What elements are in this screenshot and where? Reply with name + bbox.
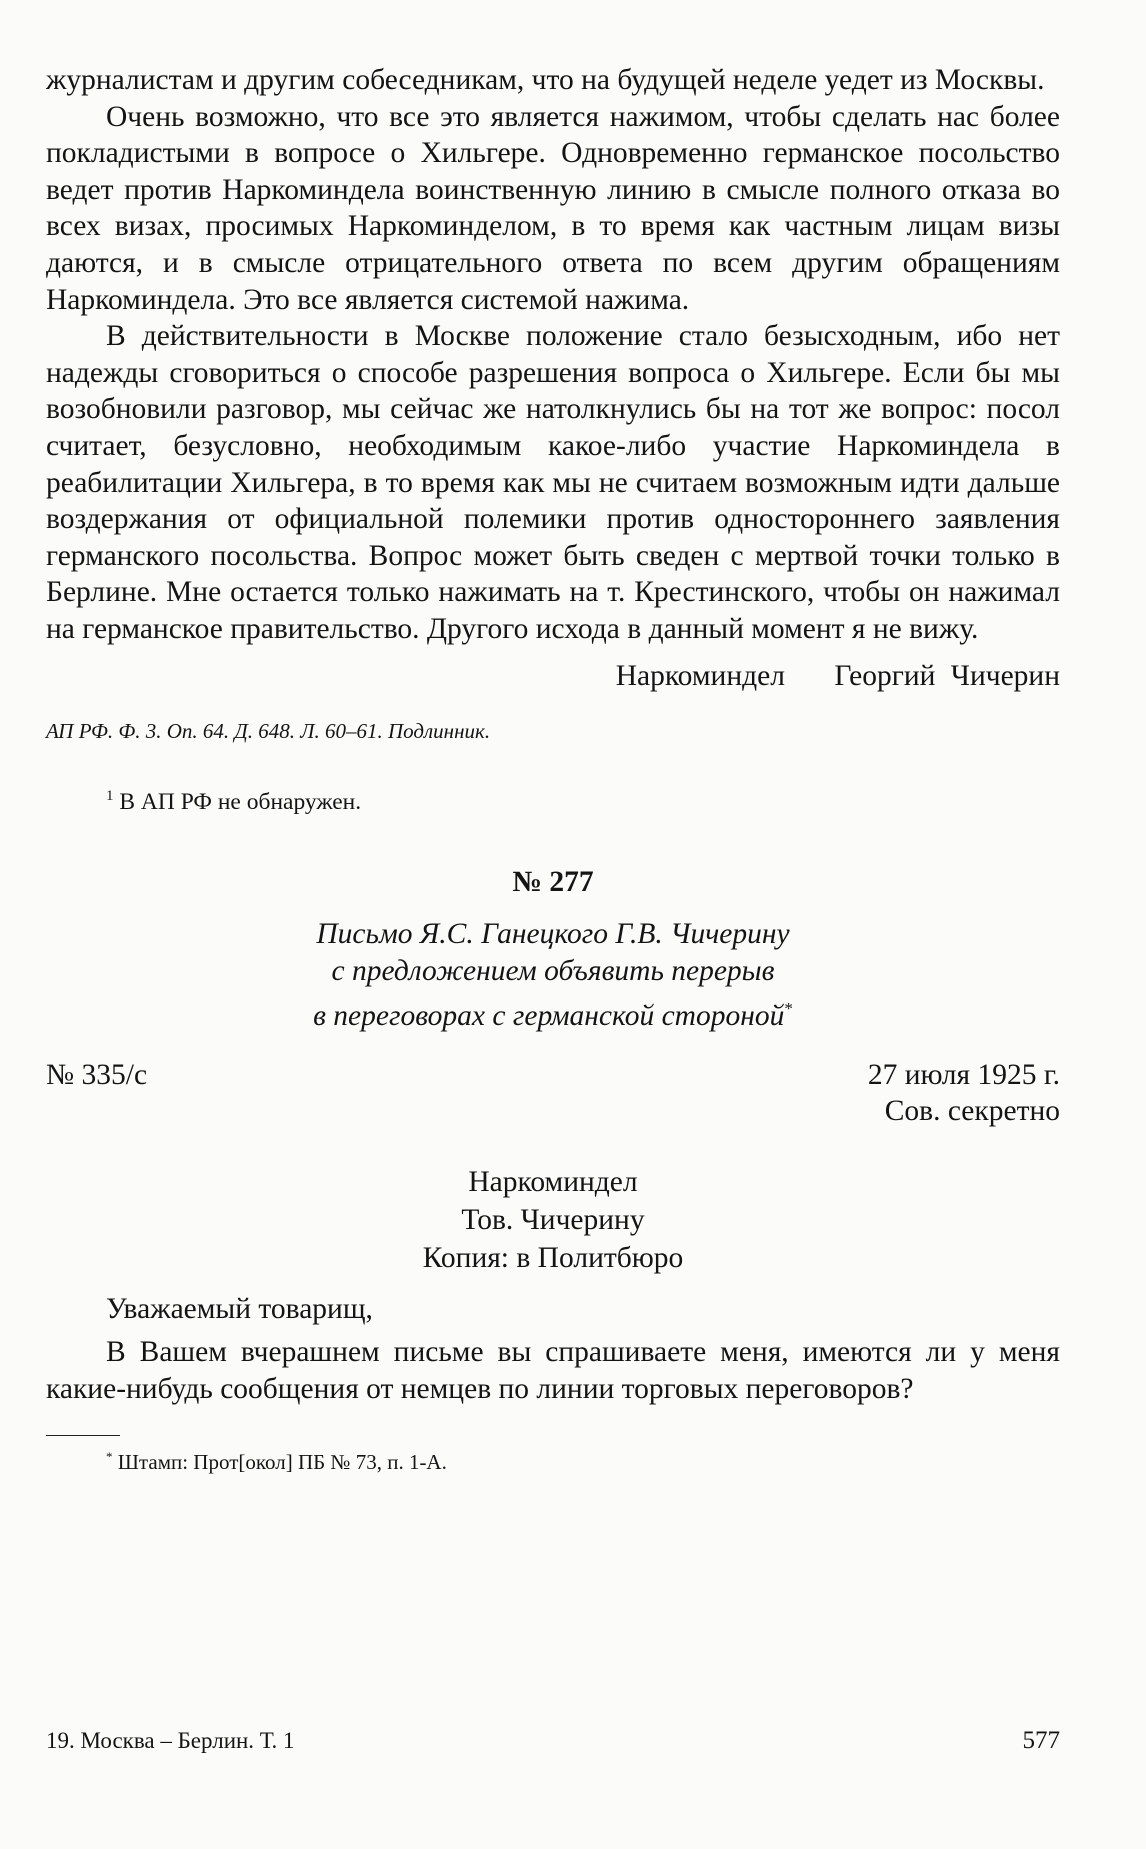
title-footnote-mark: * [784, 999, 793, 1019]
addressee-line-2: Тов. Чичерину [461, 1204, 645, 1237]
footnote-divider [46, 1435, 120, 1436]
classification-stamp: Сов. секретно [884, 1095, 1060, 1128]
continuation-paragraph: журналистам и другим собеседникам, что на будущей неделе уедет из Москвы. [46, 64, 1045, 96]
document-number: № 277 [512, 866, 594, 899]
letter-body-paragraph: В Вашем вчерашнем письме вы спрашиваете меня, имеются ли у меня какие-нибудь сообщения от немцев по линии торговых переговоров? [46, 1336, 1060, 1405]
document-meta [46, 1057, 1060, 1129]
date-classification [868, 1057, 1060, 1129]
footnote-stamp-text: Штамп: Прот[окол] ПБ № 73, п. 1-А. [117, 1450, 447, 1475]
addressee-line-3: Копия: в Политбюро [422, 1242, 684, 1275]
footnote-1 [46, 781, 1060, 817]
pressure-paragraph: Очень возможно, что все это является нажимом, чтобы сделать нас более покладистыми в вопросе о Хильгере. Одновременно германское посольство ведет против Наркоминдела воинственную линию в смысле полного отказа во всех визах, просимых Наркоминделом, в то время как частным лицам визы даются, и в смысле отрицательного ответа по всем другим обращениям Наркоминдела. Это все является системой нажима. [46, 100, 1060, 316]
addressee-block [46, 1163, 1060, 1277]
document-date: 27 июля 1925 г. [867, 1059, 1060, 1092]
archive-reference: АП РФ. Ф. 3. Оп. 64. Д. 648. Л. 60–61. Подлинник. [46, 718, 491, 743]
footnote-stamp [46, 1444, 1060, 1475]
document-title-line-1: Письмо Я.С. Ганецкого Г.В. Чичерину [316, 918, 790, 951]
footnote-stamp-mark: * [106, 1449, 113, 1465]
document-title-line-2: с предложением объявить перерыв [331, 955, 775, 988]
addressee-line-1: Наркоминдел [468, 1166, 638, 1199]
footnote-1-mark: 1 [106, 787, 114, 804]
signature-mark: 19. Москва – Берлин. Т. 1 [46, 1728, 295, 1753]
footnote-1-text: В АП РФ не обнаружен. [119, 788, 362, 815]
document-title [46, 916, 1060, 1035]
situation-paragraph: В действительности в Москве положение стало безысходным, ибо нет надежды сговориться о способе разрешения вопроса о Хильгере. Если бы мы возобновили разговор, мы сейчас же натолкнулись бы на тот же вопрос: посол считает, безусловно, необходимым какое-либо участие Наркоминдела в реабилитации Хильгера, в то время как мы не считаем возможным идти дальше воздержания от официальной полемики против одностороннего заявления германского посольства. Вопрос может быть сведен с мертвой точки только в Берлине. Мне остается только нажимать на т. Крестинского, чтобы он нажимал на германское правительство. Другого исхода в данный момент я не вижу. [46, 320, 1060, 645]
page-footer [46, 1726, 1060, 1756]
document-page [46, 62, 1060, 1496]
page-number: 577 [1022, 1727, 1060, 1754]
signature-name: Георгий Чичерин [834, 659, 1060, 692]
signature-line [46, 658, 1060, 694]
document-title-line-3: в переговорах с германской стороной* [313, 999, 793, 1033]
signature-org: Наркоминдел [615, 659, 785, 692]
ref-number: № 335/с [46, 1059, 148, 1092]
salutation: Уважаемый товарищ, [106, 1293, 373, 1326]
